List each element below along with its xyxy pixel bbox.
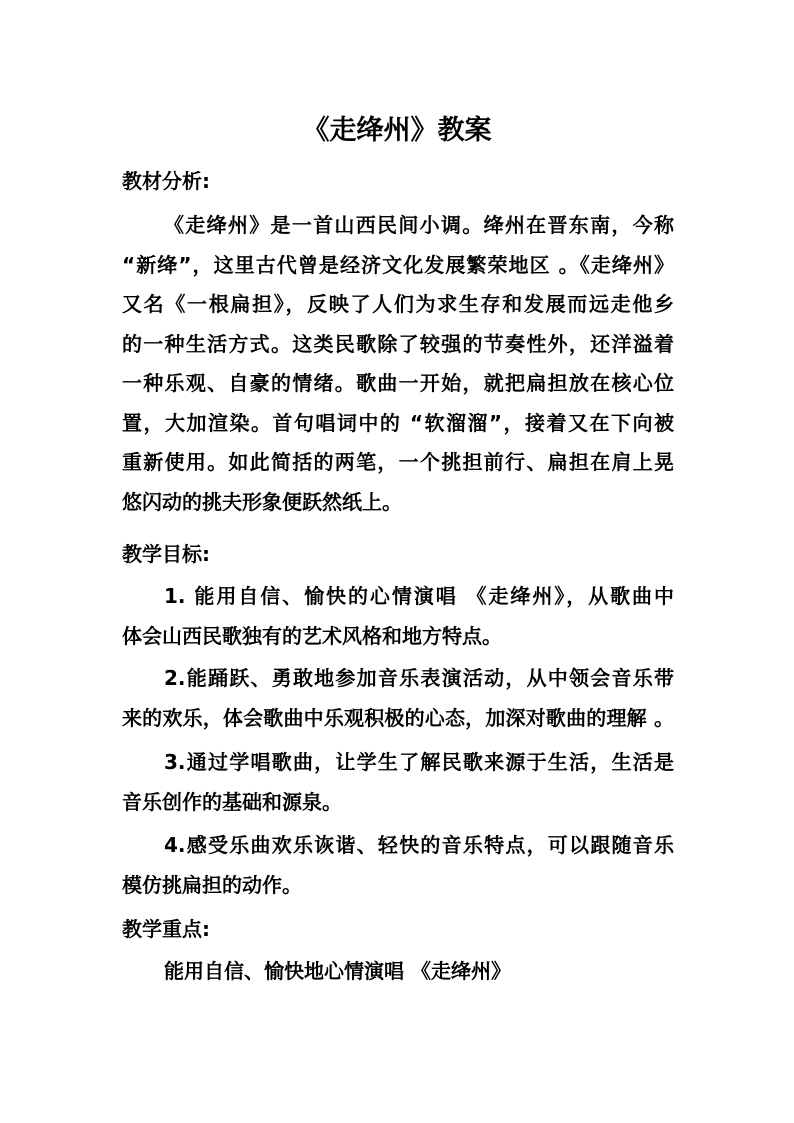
goal-line: 3.通过学唱歌曲，让学生了解民歌来源于生活，生活是	[164, 750, 674, 774]
goal-line: 4.感受乐曲欢乐诙谐、轻快的音乐特点，可以跟随音乐	[164, 833, 674, 857]
analysis-line: 一种乐观、自豪的情绪。歌曲一开始，就把扁担放在核心位	[122, 371, 674, 395]
analysis-paragraph	[122, 206, 674, 522]
goal-line: 来的欢乐，体会歌曲中乐观积极的心态，加深对歌曲的理解 。	[122, 705, 674, 730]
goal-line: 模仿挑扁担的动作。	[122, 872, 302, 897]
goal-item-1	[122, 577, 674, 656]
analysis-line: 又名《一根扁担》，反映了人们为求生存和发展而远走他乡	[122, 292, 674, 316]
analysis-line: 置，大加渲染。首句唱词中的 “软溜溜”，接着又在下向被	[122, 410, 674, 435]
goal-line: 2.能踊跃、勇敢地参加音乐表演活动，从中领会音乐带	[164, 666, 674, 690]
goal-line: 音乐创作的基础和源泉。	[122, 789, 342, 814]
document-title: 《走绛州》教案	[302, 115, 492, 146]
analysis-line: “新绛”，这里古代曾是经济文化发展繁荣地区 。《走绛州》	[122, 252, 674, 277]
analysis-line: 的一种生活方式。这类民歌除了较强的节奏性外，还洋溢着	[122, 331, 674, 356]
keypoints-paragraph	[122, 952, 674, 992]
goal-line: 体会山西民歌独有的艺术风格和地方特点。	[122, 623, 502, 648]
goals-heading: 教学目标:	[122, 542, 210, 566]
goal-item-2	[122, 659, 674, 738]
analysis-heading: 教材分析:	[122, 169, 210, 193]
analysis-line: 重新使用。如此简括的两笔，一个挑担前行、扁担在肩上晃	[122, 450, 674, 474]
analysis-line: 《走绛州》是一首山西民间小调。绛州在晋东南，今称	[164, 213, 674, 237]
keypoints-heading: 教学重点:	[122, 917, 210, 941]
goal-line: 1. 能用自信、愉快的心情演唱 《走绛州》，从歌曲中	[164, 584, 674, 608]
goal-item-3	[122, 743, 674, 822]
keypoints-line: 能用自信、愉快地心情演唱 《走绛州》	[164, 959, 511, 983]
goal-item-4	[122, 826, 674, 905]
analysis-line: 悠闪动的挑夫形象便跃然纸上。	[122, 489, 402, 514]
